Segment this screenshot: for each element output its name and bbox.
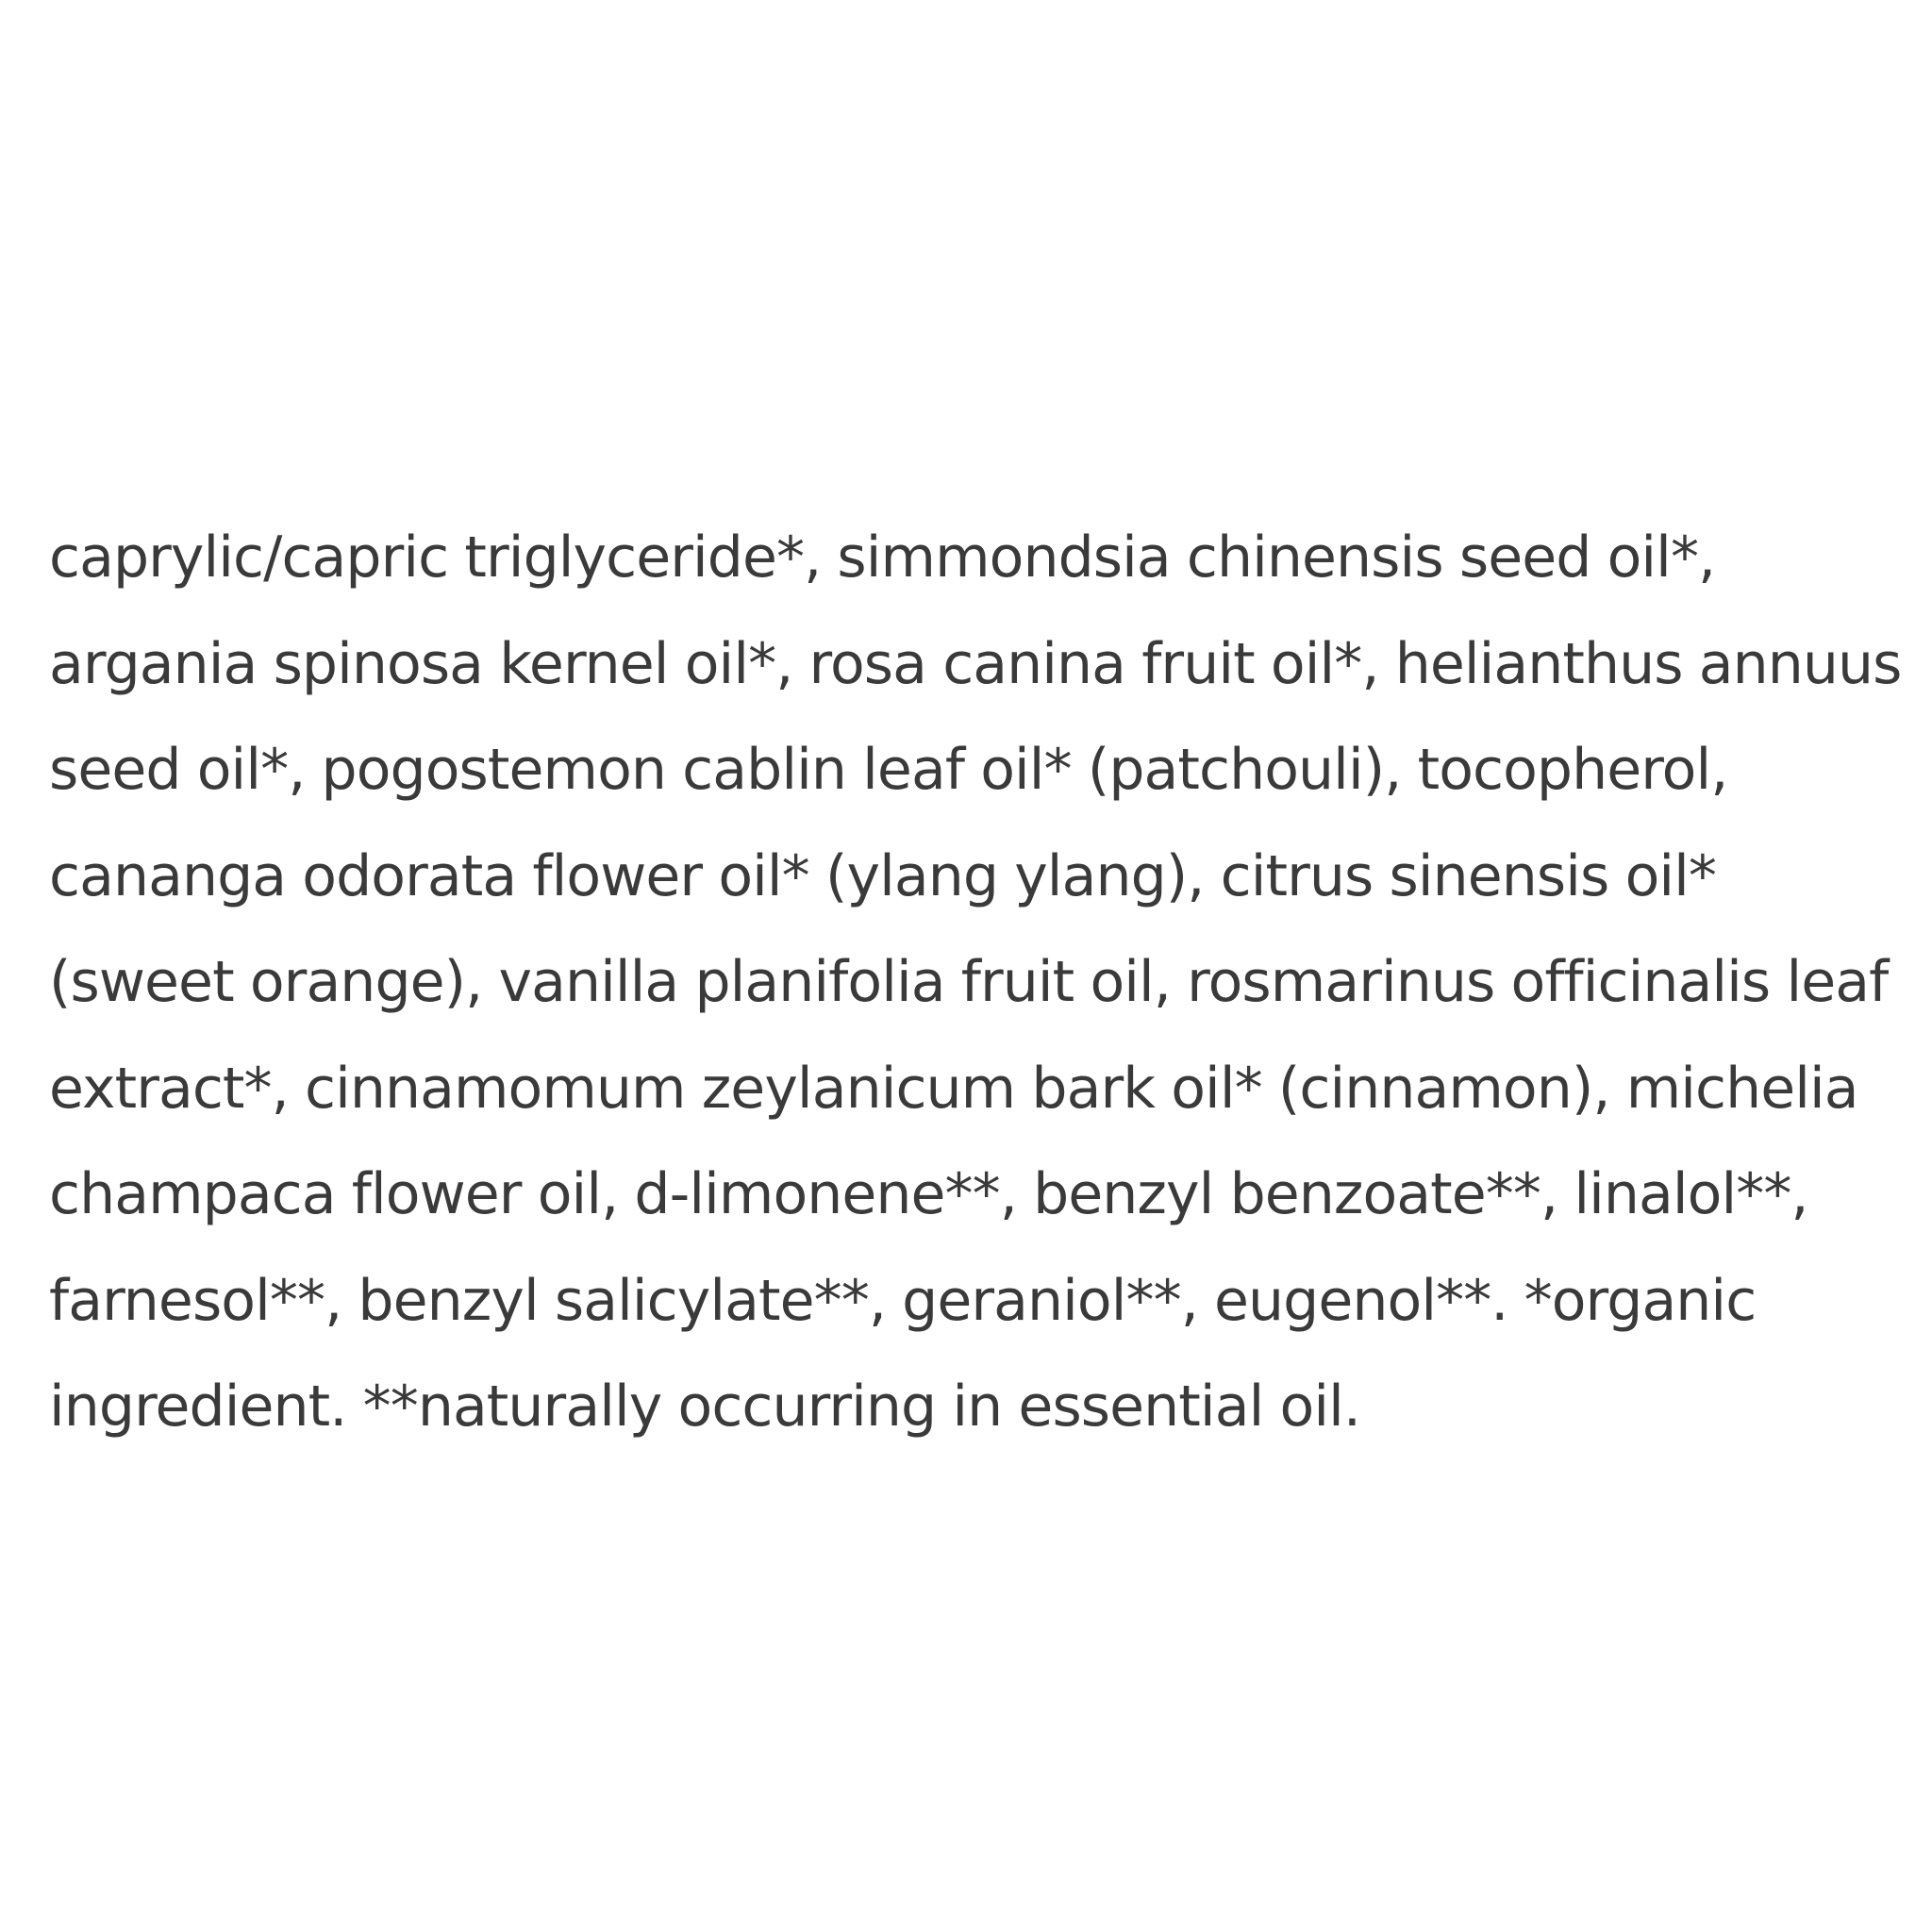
ingredients-text: [49, 505, 1926, 1460]
ingredients-line: (sweet orange), vanilla planifolia fruit oil, rosmarinus officinalis leaf: [49, 949, 1889, 1015]
ingredients-line: caprylic/capric triglyceride*, simmondsia chinensis seed oil*,: [49, 525, 1716, 591]
ingredients-line: extract*, cinnamomum zeylanicum bark oil* (cinnamon), michelia: [49, 1055, 1858, 1122]
ingredients-line: argania spinosa kernel oil*, rosa canina fruit oil*, helianthus annuus: [49, 630, 1902, 697]
ingredients-line: cananga odorata flower oil* (ylang ylang), citrus sinensis oil*: [49, 842, 1717, 909]
ingredients-line: champaca flower oil, d-limonene**, benzyl benzoate**, linalol**,: [49, 1161, 1808, 1227]
ingredients-line: farnesol**, benzyl salicylate**, geraniol**, eugenol**. *organic: [49, 1267, 1757, 1334]
ingredients-line: seed oil*, pogostemon cablin leaf oil* (patchouli), tocopherol,: [49, 737, 1728, 803]
ingredients-line: ingredient. **naturally occurring in essential oil.: [49, 1374, 1361, 1440]
